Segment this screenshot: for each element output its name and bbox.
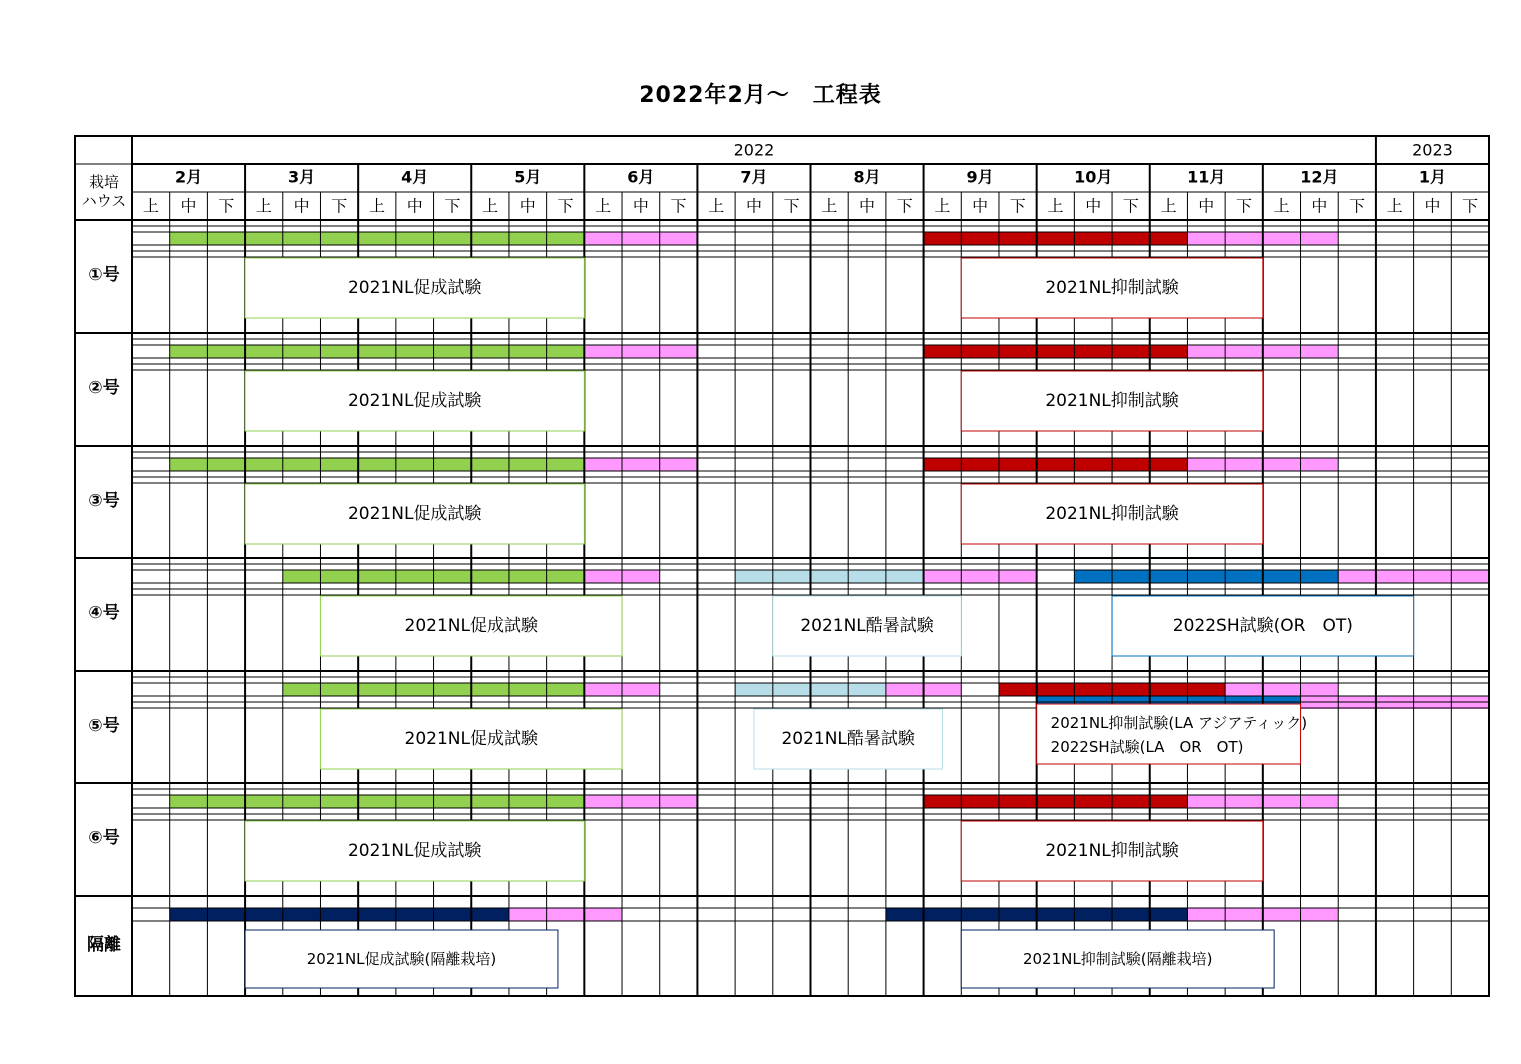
test-note-label: 2021NL抑制試験(LA アジアティック) [1050, 714, 1308, 732]
third-label: 下 [1122, 196, 1139, 216]
year-label: 2023 [1412, 140, 1453, 160]
schedule-bar [584, 458, 697, 471]
test-note-label: 2021NL促成試験 [404, 729, 538, 749]
month-label: 4月 [401, 167, 429, 187]
third-label: 下 [331, 196, 348, 216]
third-label: 下 [1009, 196, 1026, 216]
test-note-label: 2021NL促成試験 [347, 504, 482, 524]
schedule-bar [735, 570, 923, 583]
schedule-bar [924, 458, 1188, 471]
schedule-bar [509, 908, 622, 921]
house-label: ②号 [88, 378, 120, 398]
test-note-label: 2021NL促成試験 [404, 616, 538, 636]
third-label: 中 [859, 196, 876, 216]
third-label: 中 [519, 196, 536, 216]
house-label: 隔離 [87, 935, 121, 955]
third-label: 中 [293, 196, 310, 216]
schedule-bar [170, 232, 585, 245]
month-label: 5月 [514, 167, 542, 187]
test-note-label: 2022SH試験(OR OT) [1172, 616, 1353, 636]
test-note-label: 2021NL酷暑試験 [781, 729, 915, 749]
schedule-bar [1225, 683, 1338, 696]
third-label: 上 [934, 196, 951, 216]
test-note-label: 2021NL抑制試験(隔離栽培) [1022, 950, 1213, 968]
third-label: 上 [1386, 196, 1403, 216]
year-label: 2022 [733, 140, 775, 160]
third-label: 下 [1462, 196, 1479, 216]
schedule-bar [924, 345, 1188, 358]
third-label: 下 [444, 196, 461, 216]
third-label: 上 [369, 196, 386, 216]
third-label: 中 [632, 196, 649, 216]
house-label: ⑤号 [88, 716, 120, 736]
third-label: 上 [821, 196, 838, 216]
schedule-bar [170, 345, 585, 358]
third-label: 中 [1424, 196, 1441, 216]
third-label: 下 [670, 196, 687, 216]
test-note-label: 2022SH試験(LA OR OT) [1050, 738, 1244, 756]
month-label: 11月 [1187, 167, 1226, 187]
third-label: 下 [1349, 196, 1366, 216]
schedule-bar [924, 570, 1037, 583]
test-note-label: 2021NL促成試験(隔離栽培) [306, 950, 497, 968]
third-label: 上 [1160, 196, 1177, 216]
third-label: 下 [783, 196, 800, 216]
third-label: 中 [1085, 196, 1102, 216]
schedule-bar [584, 345, 697, 358]
third-label: 中 [745, 196, 762, 216]
schedule-bar [170, 795, 585, 808]
month-label: 9月 [966, 167, 994, 187]
third-label: 中 [972, 196, 989, 216]
test-note-label: 2021NL抑制試験 [1045, 278, 1179, 298]
third-label: 中 [406, 196, 423, 216]
schedule-bar [924, 795, 1188, 808]
month-label: 1月 [1418, 167, 1447, 187]
month-label: 7月 [740, 167, 768, 187]
schedule-bar [1074, 570, 1338, 583]
third-label: 中 [1311, 196, 1328, 216]
test-note-label: 2021NL抑制試験 [1045, 841, 1179, 861]
test-note-label: 2021NL促成試験 [347, 841, 482, 861]
month-label: 12月 [1300, 167, 1339, 187]
schedule-bar [584, 795, 697, 808]
third-label: 上 [595, 196, 612, 216]
schedule-bar [170, 458, 585, 471]
month-label: 3月 [288, 167, 316, 187]
third-label: 下 [896, 196, 913, 216]
house-label: ③号 [88, 491, 120, 511]
schedule-bar [584, 232, 697, 245]
third-label: 上 [1273, 196, 1290, 216]
third-label: 下 [1235, 196, 1252, 216]
month-label: 2月 [174, 167, 203, 187]
month-label: 6月 [627, 167, 655, 187]
third-label: 中 [1198, 196, 1215, 216]
third-label: 中 [180, 196, 197, 216]
month-label: 10月 [1074, 167, 1113, 187]
third-label: 上 [1047, 196, 1064, 216]
house-label: ④号 [88, 603, 120, 623]
page-title: 2022年2月～ 工程表 [639, 83, 882, 108]
house-label-header: 栽培 [88, 173, 120, 191]
test-note-label: 2021NL抑制試験 [1045, 504, 1179, 524]
test-note-label: 2021NL抑制試験 [1045, 391, 1179, 411]
third-label: 上 [482, 196, 499, 216]
test-note-label: 2021NL促成試験 [347, 391, 482, 411]
house-label: ①号 [88, 265, 120, 285]
house-label: ⑥号 [88, 828, 120, 848]
schedule-bar [924, 232, 1188, 245]
test-note-label: 2021NL酷暑試験 [800, 616, 934, 636]
third-label: 下 [218, 196, 235, 216]
third-label: 下 [557, 196, 574, 216]
schedule-bar [170, 908, 509, 921]
month-label: 8月 [853, 167, 881, 187]
third-label: 上 [142, 196, 159, 216]
house-label-header: ハウス [81, 192, 127, 210]
third-label: 上 [708, 196, 725, 216]
third-label: 上 [255, 196, 272, 216]
test-note-label: 2021NL促成試験 [347, 278, 482, 298]
